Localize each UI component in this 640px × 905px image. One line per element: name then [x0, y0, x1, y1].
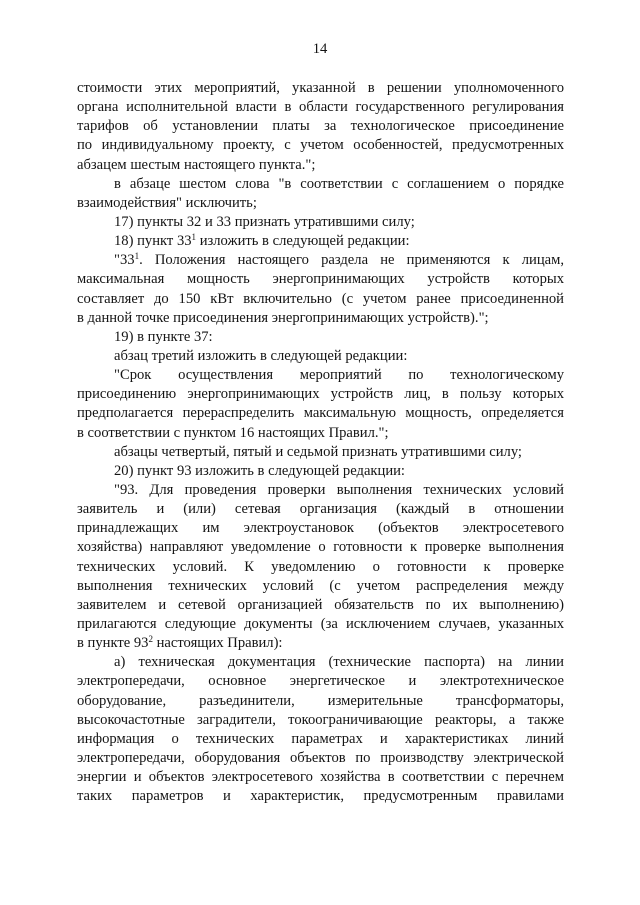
text-line: заявитель и (или) сетевая организация (каждый в отношении [77, 501, 564, 518]
text-line: технических условий. К уведомлению о готовности к проверке [77, 558, 564, 575]
text-line: таких параметров и характеристик, предусмотренным правилами [77, 788, 564, 805]
text-line: "93. Для проведения проверки выполнения технических условий [114, 481, 564, 498]
text-run: "33 [114, 252, 135, 269]
text-line: выполнения технических условий (с учетом распределения между [77, 577, 564, 594]
text-line [77, 634, 564, 653]
text-run: . Положения настоящего раздела не применяются к лицам, [139, 252, 564, 269]
text-line: 19) в пункте 37: [114, 328, 213, 345]
text-line: в абзаце шестом слова "в соответствии с соглашением о порядке [114, 175, 564, 192]
text-line: в соответствии с пунктом 16 настоящих Правил."; [77, 424, 389, 441]
text-line: заявителем и сетевой организацией обязательств по их выполнению) [77, 596, 564, 613]
superscript-index: 1 [134, 251, 140, 262]
superscript-index: 1 [191, 232, 197, 243]
text-line: абзацы четвертый, пятый и седьмой признать утратившими силу; [114, 443, 522, 460]
text-line: тарифов об установлении платы за технологическое присоединение [77, 118, 564, 135]
text-line: органа исполнительной власти в области государственного регулирования [77, 99, 564, 116]
text-line: предполагается перераспределить максимальную мощность, определяется [77, 405, 564, 422]
text-run: настоящих Правил): [152, 635, 283, 652]
text-line: максимальная мощность энергопринимающих устройств которых [77, 271, 564, 288]
text-line: 17) пункты 32 и 33 признать утратившими силу; [114, 213, 415, 230]
text-run: изложить в следующей редакции: [196, 233, 410, 250]
text-line: электропередачи, оборудования объектов по производству электрической [77, 749, 564, 766]
superscript-index: 2 [148, 634, 153, 645]
text-line: абзац третий изложить в следующей редакции: [114, 347, 408, 364]
document-text [77, 79, 564, 806]
text-line: в данной точке присоединения энергопринимающих устройств)."; [77, 309, 489, 326]
text-run: 18) пункт 33 [114, 233, 192, 250]
text-line: составляет до 150 кВт включительно (с учетом ранее присоединенной [77, 290, 564, 307]
text-line: взаимодействия" исключить; [77, 194, 257, 211]
text-line [77, 251, 564, 270]
text-line: принадлежащих им электроустановок (объектов электросетевого [77, 520, 564, 537]
text-line: оборудование, разъединители, измерительные трансформаторы, [77, 692, 564, 709]
text-line: стоимости этих мероприятий, указанной в решении уполномоченного [77, 80, 564, 96]
text-line: информация о технических параметрах и характеристиках линий [77, 730, 564, 747]
page-number: 14 [312, 41, 328, 57]
text-line: а) техническая документация (технические паспорта) на линии [114, 654, 564, 671]
text-line: "Срок осуществления мероприятий по технологическому [114, 367, 564, 384]
text-line: абзацем шестым настоящего пункта."; [77, 156, 316, 173]
text-line: прилагаются следующие документы (за исключением случаев, указанных [77, 615, 564, 632]
text-line: высокочастотные заградители, токоограничивающие реакторы, а также [77, 711, 564, 728]
text-line: хозяйства) направляют уведомление о готовности к проверке выполнения [77, 539, 564, 556]
text-line: присоединению энергопринимающих устройств лиц, в пользу которых [77, 386, 564, 403]
text-line: 20) пункт 93 изложить в следующей редакции: [114, 462, 405, 479]
text-run: в пункте 93 [77, 635, 149, 652]
text-line: энергии и объектов электросетевого хозяйства в соответствии с перечнем [77, 769, 564, 786]
text-line [77, 232, 564, 251]
text-line: электропередачи, основное энергетическое и электротехническое [77, 673, 564, 690]
text-line: по индивидуальному проекту, с учетом особенностей, предусмотренных [77, 137, 564, 154]
